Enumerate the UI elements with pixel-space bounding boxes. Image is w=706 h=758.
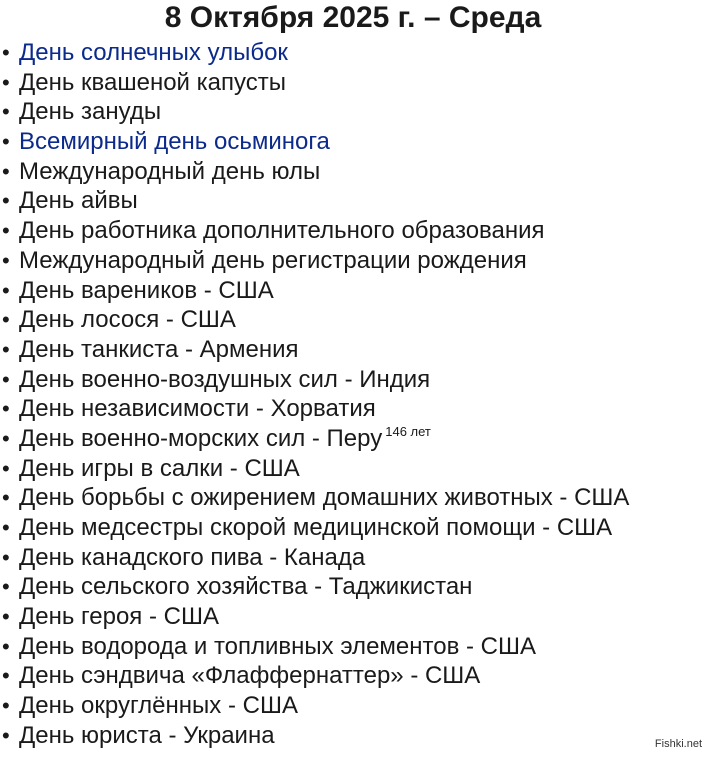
holiday-text: День юриста - Украина — [19, 721, 275, 749]
holiday-text: День лосося - США — [19, 306, 236, 334]
bullet-icon: • — [2, 544, 10, 570]
bullet-icon: • — [2, 69, 10, 95]
holiday-text: День квашеной капусты — [19, 68, 286, 96]
bullet-icon: • — [2, 693, 10, 719]
holiday-text: День работника дополнительного образования — [19, 217, 545, 245]
bullet-icon: • — [2, 158, 10, 184]
bullet-icon: • — [2, 247, 10, 273]
bullet-icon: • — [2, 99, 10, 125]
bullet-icon: • — [2, 722, 10, 748]
bullet-icon: • — [2, 455, 10, 481]
holiday-text: День канадского пива - Канада — [19, 543, 366, 571]
list-item — [0, 186, 706, 216]
list-item — [0, 721, 706, 751]
list-item[interactable] — [0, 38, 706, 68]
bullet-icon: • — [2, 396, 10, 422]
bullet-icon: • — [2, 663, 10, 689]
list-item — [0, 483, 706, 513]
holiday-text: День вареников - США — [19, 276, 274, 304]
holiday-text: День игры в салки - США — [19, 454, 300, 482]
list-item[interactable] — [0, 127, 706, 157]
bullet-icon: • — [2, 218, 10, 244]
list-item — [0, 602, 706, 632]
bullet-icon: • — [2, 515, 10, 540]
holiday-text: День танкиста - Армения — [19, 335, 299, 363]
list-item — [0, 365, 706, 395]
holiday-link[interactable]: Всемирный день осьминога — [19, 128, 330, 156]
holiday-text: День независимости - Хорватия — [19, 395, 376, 423]
bullet-icon: • — [2, 366, 10, 392]
list-item — [0, 157, 706, 187]
holiday-text: Международный день юлы — [19, 157, 321, 185]
holiday-text: День округлённых - США — [19, 692, 298, 720]
holiday-text: День айвы — [19, 187, 138, 215]
bullet-icon: • — [2, 188, 10, 214]
list-item — [0, 572, 706, 602]
bullet-icon: • — [2, 307, 10, 333]
list-item — [0, 276, 706, 306]
list-item — [0, 691, 706, 721]
holiday-text: День водорода и топливных элементов - США — [19, 632, 536, 660]
list-item — [0, 454, 706, 484]
list-item — [0, 661, 706, 691]
list-item — [0, 632, 706, 662]
list-item — [0, 305, 706, 335]
bullet-icon: • — [2, 633, 10, 659]
bullet-icon: • — [2, 277, 10, 303]
list-item — [0, 543, 706, 573]
bullet-icon: • — [2, 336, 10, 362]
list-item — [0, 216, 706, 246]
holiday-text: День медсестры скорой медицинской помощи - США — [19, 514, 613, 541]
watermark: Fishki.net — [654, 738, 702, 750]
list-item — [0, 335, 706, 365]
holiday-text: День героя - США — [19, 603, 219, 631]
list-item — [0, 246, 706, 276]
holiday-text: День сэндвича «Флаффернаттер» - США — [19, 662, 481, 690]
page-title: 8 Октября 2025 г. – Среда — [164, 1, 542, 34]
anniversary-note: 146 лет — [385, 423, 431, 439]
list-item — [0, 68, 706, 98]
holiday-text: День зануды — [19, 98, 162, 126]
list-item — [0, 424, 706, 454]
list-item — [0, 97, 706, 127]
holiday-text: День военно-воздушных сил - Индия — [19, 365, 431, 393]
holiday-text: День борьбы с ожирением домашних животных - США — [19, 484, 630, 512]
holiday-text: День сельского хозяйства - Таджикистан — [19, 573, 473, 601]
bullet-icon: • — [2, 40, 10, 65]
list-item — [0, 394, 706, 424]
bullet-icon: • — [2, 604, 10, 630]
holiday-text: Международный день регистрации рождения — [19, 246, 527, 274]
holiday-link[interactable]: День солнечных улыбок — [19, 39, 288, 66]
bullet-icon: • — [2, 425, 10, 451]
bullet-icon: • — [2, 129, 10, 155]
list-item — [0, 513, 706, 543]
holiday-list — [0, 38, 706, 751]
bullet-icon: • — [2, 574, 10, 600]
bullet-icon: • — [2, 485, 10, 511]
holiday-text: День военно-морских сил - Перу — [19, 424, 383, 452]
